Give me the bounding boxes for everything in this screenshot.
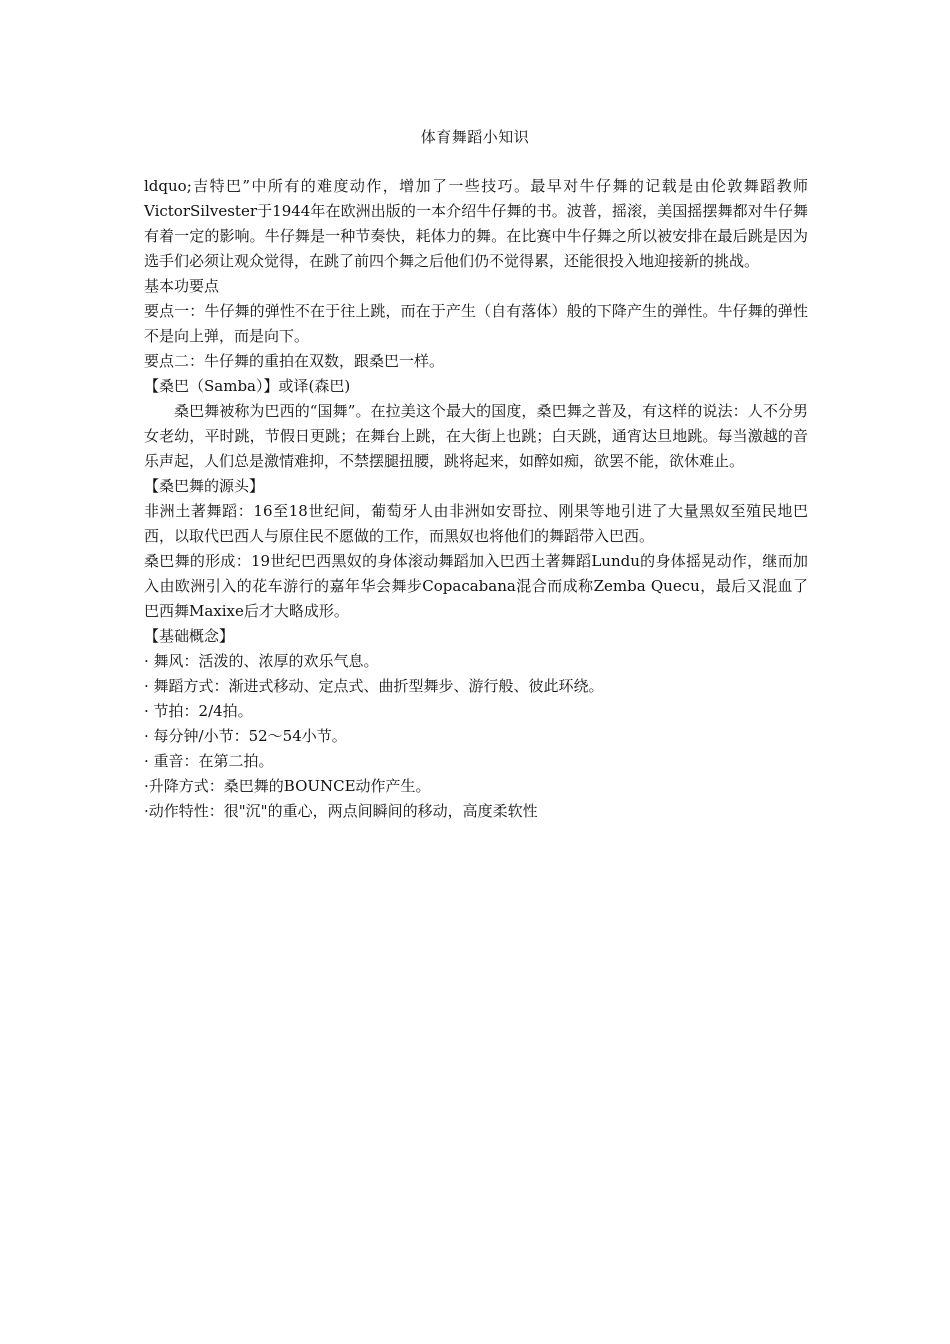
list-item-characteristics: ·动作特性：很"沉"的重心，两点间瞬间的移动，高度柔软性 xyxy=(144,802,538,820)
paragraph-african-dance: 非洲土著舞蹈：16至18世纪间，葡萄牙人由非洲如安哥拉、刚果等地引进了大量黑奴至殖民地巴西，以取代巴西人与原住民不愿做的工作，而黑奴也将他们的舞蹈带入巴西。 xyxy=(144,502,808,545)
list-item-style: · 舞风：活泼的、浓厚的欢乐气息。 xyxy=(144,652,379,670)
list-item-tempo: · 每分钟/小节：52～54小节。 xyxy=(144,727,347,745)
document-body xyxy=(144,174,808,824)
paragraph-point-two: 要点二：牛仔舞的重拍在双数，跟桑巴一样。 xyxy=(144,352,445,370)
section-heading-basics: 基本功要点 xyxy=(144,277,220,295)
paragraph-samba-intro: 桑巴舞被称为巴西的“国舞”。在拉美这个最大的国度，桑巴舞之普及，有这样的说法：人不分男女老幼，平时跳，节假日更跳；在舞台上跳，在大街上也跳；白天跳，通宵达旦地跳。每当激越的音乐声起，人们总是激情难抑，不禁摆腿扭腰，跳将起来，如醉如痴，欲罢不能，欲休难止。 xyxy=(144,402,808,470)
section-heading-samba: 【桑巴（Samba）】或译(森巴) xyxy=(144,377,351,395)
list-item-method: · 舞蹈方式：渐进式移动、定点式、曲折型舞步、游行般、彼此环绕。 xyxy=(144,677,604,695)
list-item-accent: · 重音：在第二拍。 xyxy=(144,752,274,770)
document-title: 体育舞蹈小知识 xyxy=(420,128,530,146)
section-heading-samba-origin: 【桑巴舞的源头】 xyxy=(144,477,265,495)
paragraph-jive-history: ldquo;吉特巴”中所有的难度动作，增加了一些技巧。最早对牛仔舞的记载是由伦敦舞蹈教师VictorSilvester于1944年在欧洲出版的一本介绍牛仔舞的书。波普，摇滚，美国摇摆舞都对牛仔舞有着一定的影响。牛仔舞是一种节奏快，耗体力的舞。在比赛中牛仔舞之所以被安排在最后跳是因为选手们必须让观众觉得，在跳了前四个舞之后他们仍不觉得累，还能很投入地迎接新的挑战。 xyxy=(144,177,808,270)
list-item-meter: · 节拍：2/4拍。 xyxy=(144,702,253,720)
section-heading-concepts: 【基础概念】 xyxy=(144,627,235,645)
paragraph-point-one: 要点一：牛仔舞的弹性不在于往上跳，而在于产生（自有落体）般的下降产生的弹性。牛仔舞的弹性不是向上弹，而是向下。 xyxy=(144,302,808,345)
list-item-rise-fall: ·升降方式：桑巴舞的BOUNCE动作产生。 xyxy=(144,777,431,795)
paragraph-samba-formation: 桑巴舞的形成：19世纪巴西黑奴的身体滚动舞蹈加入巴西土著舞蹈Lundu的身体摇晃动作，继而加入由欧洲引入的花车游行的嘉年华会舞步Copacabana混合而成称Zemba Quecu，最后又混血了巴西舞Maxixe后才大略成形。 xyxy=(144,552,808,620)
